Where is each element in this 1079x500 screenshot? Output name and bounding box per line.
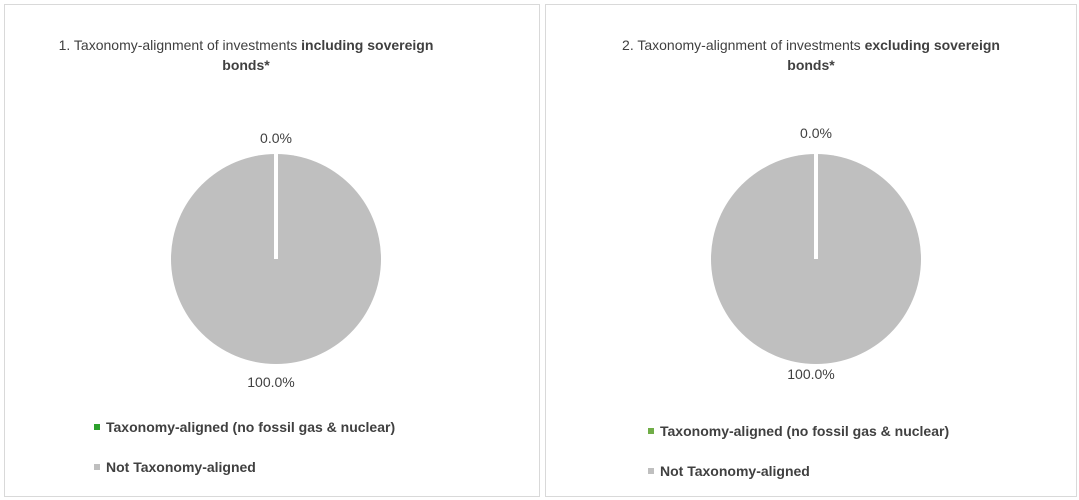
legend-item bbox=[648, 423, 949, 439]
data-label-1: 0.0% bbox=[260, 130, 292, 146]
legend-label: Taxonomy-aligned (no fossil gas & nuclear) bbox=[106, 419, 396, 435]
chart-title-bold: including sovereign bonds* bbox=[222, 37, 434, 73]
legend-swatch bbox=[94, 424, 100, 430]
chart-panel-including-sovereign-bonds bbox=[4, 4, 540, 497]
chart-title-bold: excluding sovereign bonds* bbox=[787, 37, 1000, 73]
legend-label: Taxonomy-aligned (no fossil gas & nuclear) bbox=[660, 423, 950, 439]
legend-label: Not Taxonomy-aligned bbox=[106, 459, 256, 475]
legend-swatch bbox=[648, 428, 654, 434]
chart-title-prefix: 1. Taxonomy-alignment of investments bbox=[58, 37, 302, 53]
legend-swatch bbox=[648, 468, 654, 474]
data-label-2: 100.0% bbox=[787, 366, 835, 382]
legend-item bbox=[94, 419, 395, 435]
legend-label: Not Taxonomy-aligned bbox=[660, 463, 810, 479]
data-label-1: 0.0% bbox=[800, 125, 832, 141]
legend-item bbox=[94, 459, 256, 475]
chart-panel-excluding-sovereign-bonds bbox=[545, 4, 1077, 497]
legend-swatch bbox=[94, 464, 100, 470]
legend-item bbox=[648, 463, 810, 479]
chart-title-prefix: 2. Taxonomy-alignment of investments bbox=[622, 37, 865, 53]
data-label-2: 100.0% bbox=[247, 374, 295, 390]
